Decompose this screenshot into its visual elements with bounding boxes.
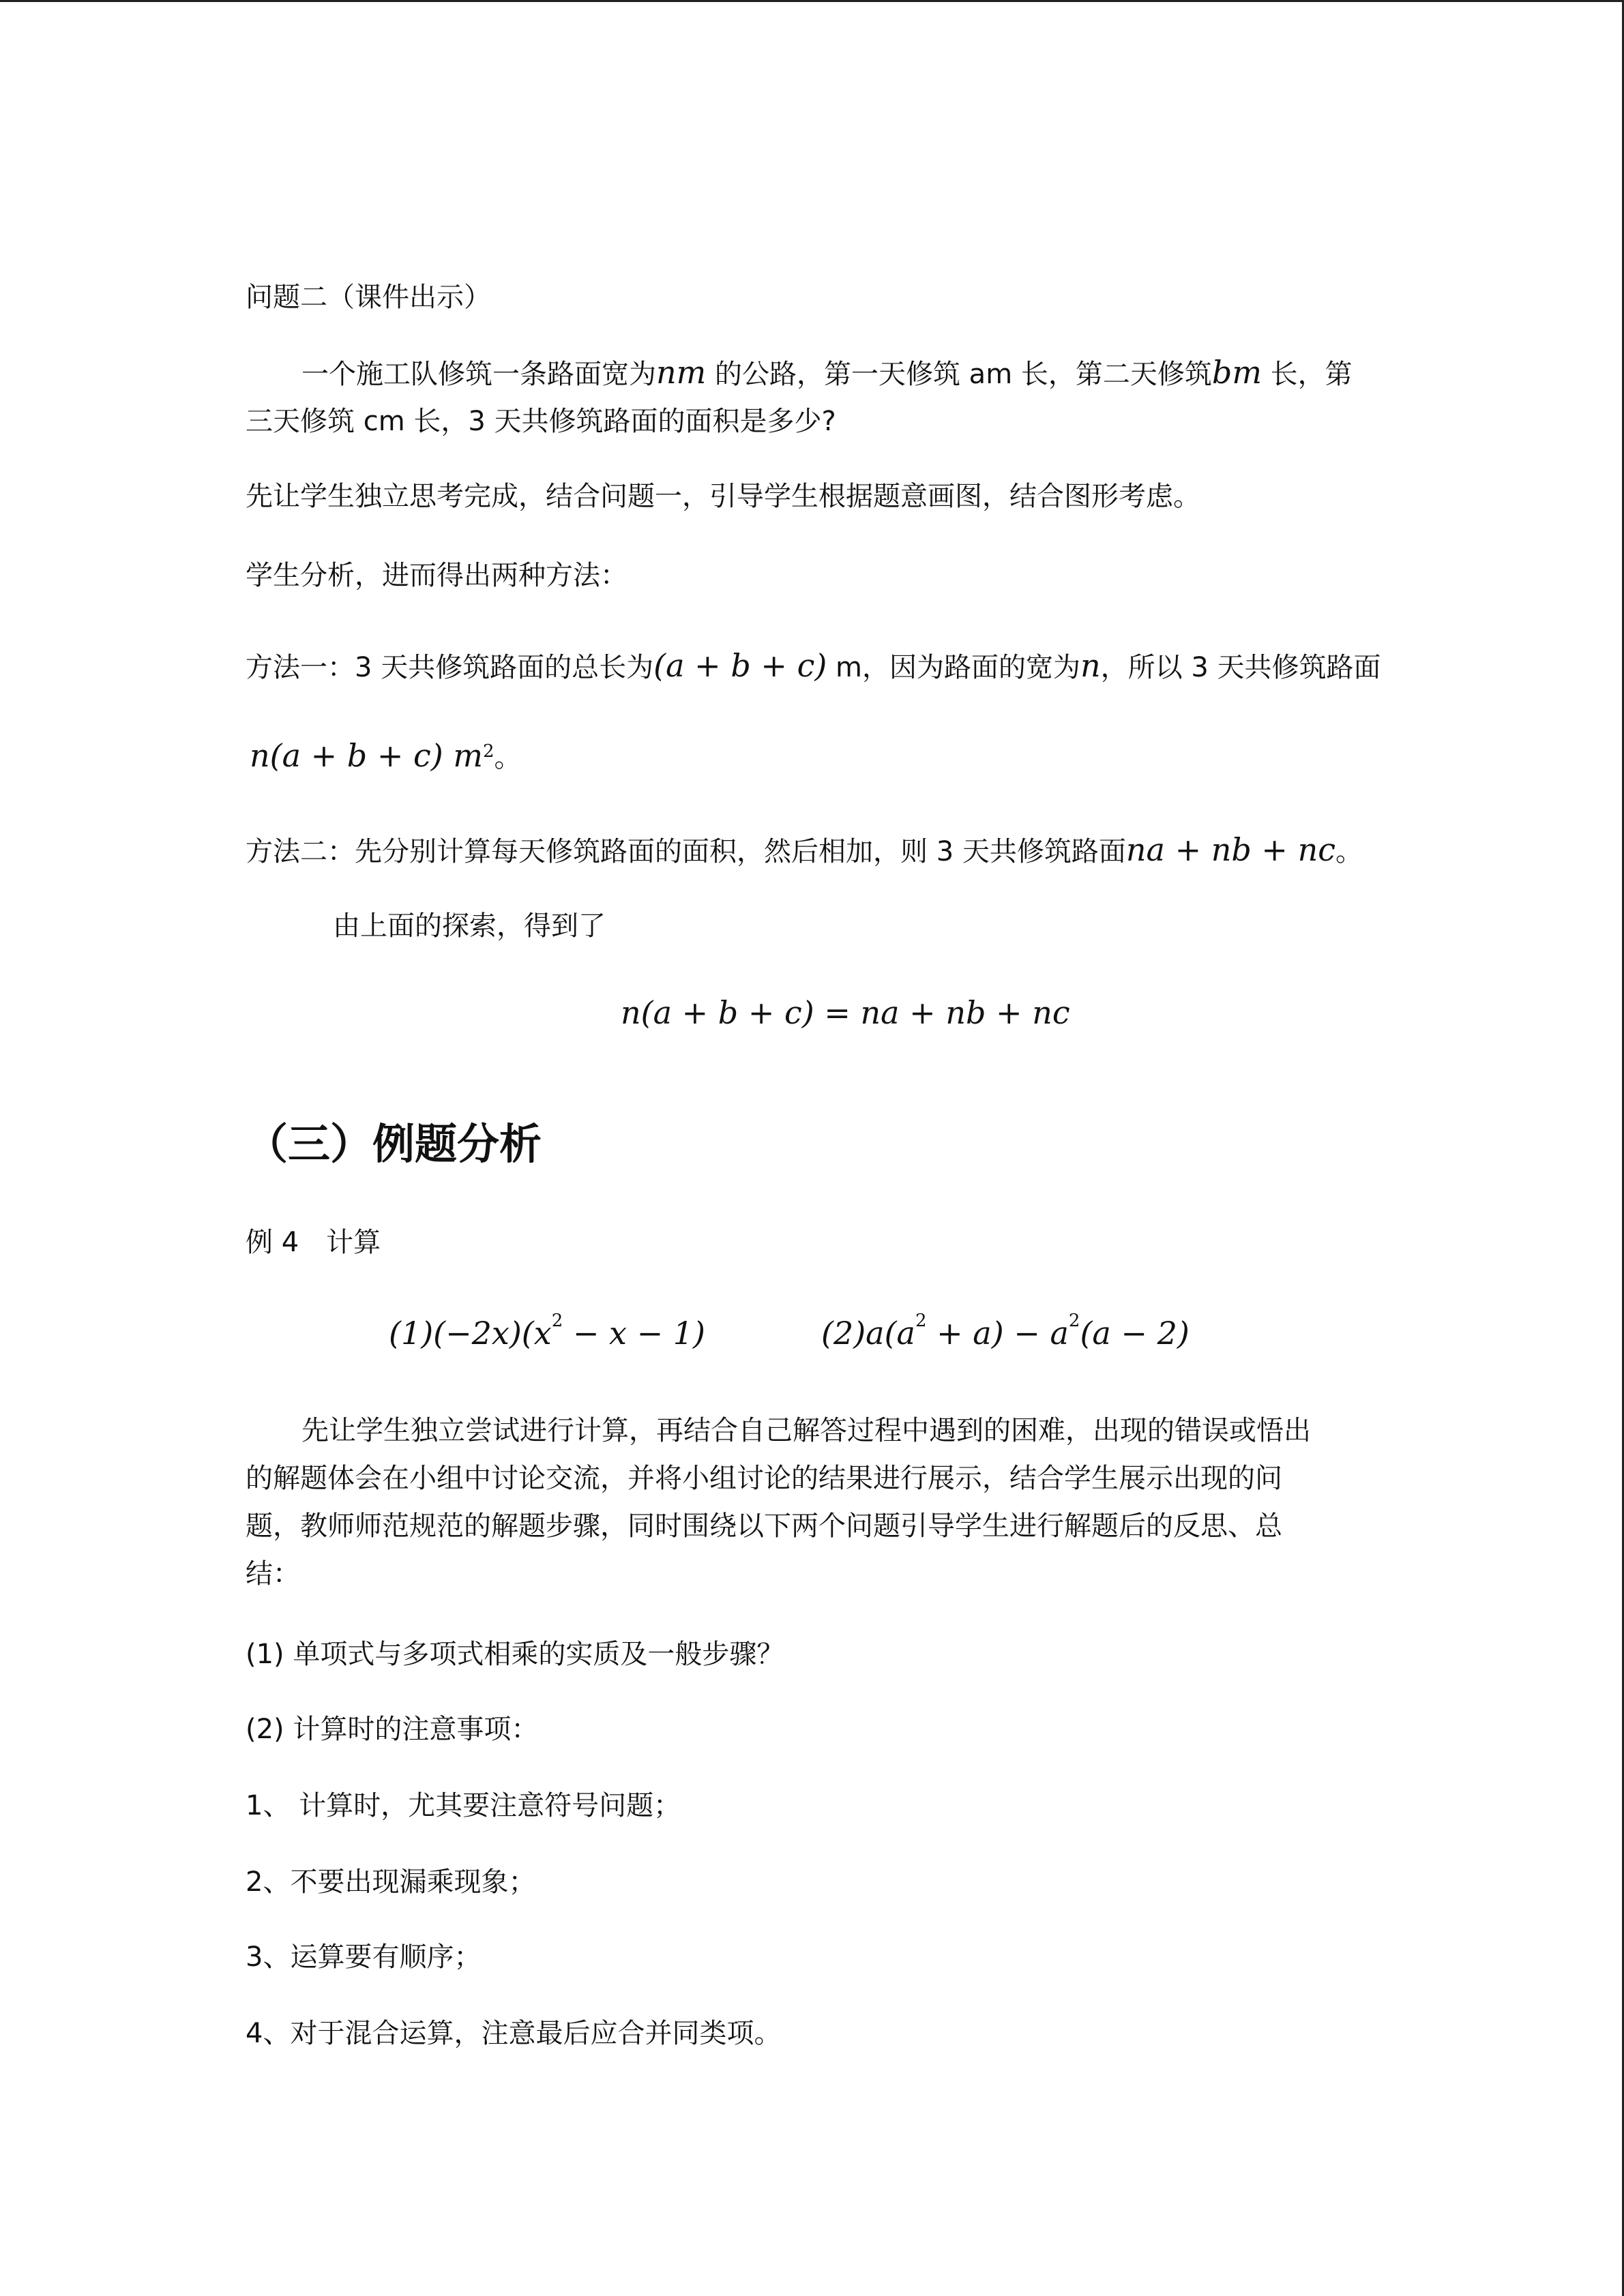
question-item: (1) 单项式与多项式相乘的实质及一般步骤？ [246, 1639, 784, 1670]
note-item: 3、运算要有顺序； [246, 1941, 482, 1973]
question-two-title: 问题二（课件出示） [246, 282, 491, 313]
page-top-border [0, 0, 1624, 2]
exploration-text: 由上面的探索，得到了 [333, 910, 606, 942]
paragraph-line: 结： [246, 1558, 300, 1590]
student-analysis: 学生分析，进而得出两种方法： [246, 560, 628, 591]
teaching-guide: 先让学生独立思考完成，结合问题一，引导学生根据题意画图，结合图形考虑。 [246, 481, 1200, 512]
exercise-two: $(2)a(a^2 + a) - a^2(a - 2)$ [821, 1311, 1190, 1352]
paragraph-line: 先让学生独立尝试进行计算，再结合自己解答过程中遇到的困难，出现的错误或悟出 [301, 1415, 1311, 1446]
problem-line-1: 一个施工队修筑一条路面宽为nm 的公路，第一天修筑 am 长，第二天修筑bm 长，第 [301, 354, 1353, 391]
note-item: 4、对于混合运算，注意最后应合并同类项。 [246, 2018, 782, 2049]
note-item: 1、 计算时，尤其要注意符号问题； [246, 1790, 681, 1821]
note-item: 2、不要出现漏乘现象； [246, 1866, 536, 1898]
question-item: (2) 计算时的注意事项： [246, 1714, 539, 1745]
example-label: 例 4 计算 [246, 1227, 381, 1258]
paragraph-line: 题，教师师范规范的解题步骤，同时围绕以下两个问题引导学生进行解题后的反思、总 [246, 1510, 1282, 1542]
method-two: 方法二：先分别计算每天修筑路面的面积，然后相加，则 3 天共修筑路面na + nb + nc。 [246, 831, 1363, 868]
paragraph-line: 的解题体会在小组中讨论交流，并将小组讨论的结果进行展示，结合学生展示出现的问 [246, 1463, 1282, 1494]
method-one-result: n(a + b + c) $m^2$。 [250, 737, 522, 774]
section-heading: （三）例题分析 [246, 1119, 542, 1169]
problem-line-2: 三天修筑 cm 长，3 天共修筑路面的面积是多少? [246, 406, 836, 437]
method-one: 方法一：3 天共修筑路面的总长为(a + b + c) m，因为路面的宽为n，所以 3 天共修筑路面 [246, 647, 1381, 684]
exercise-one: $(1)(-2x)(x^2 - x - 1)$ [389, 1311, 705, 1352]
distributive-formula: n(a + b + c) = na + nb + nc [621, 994, 1070, 1031]
